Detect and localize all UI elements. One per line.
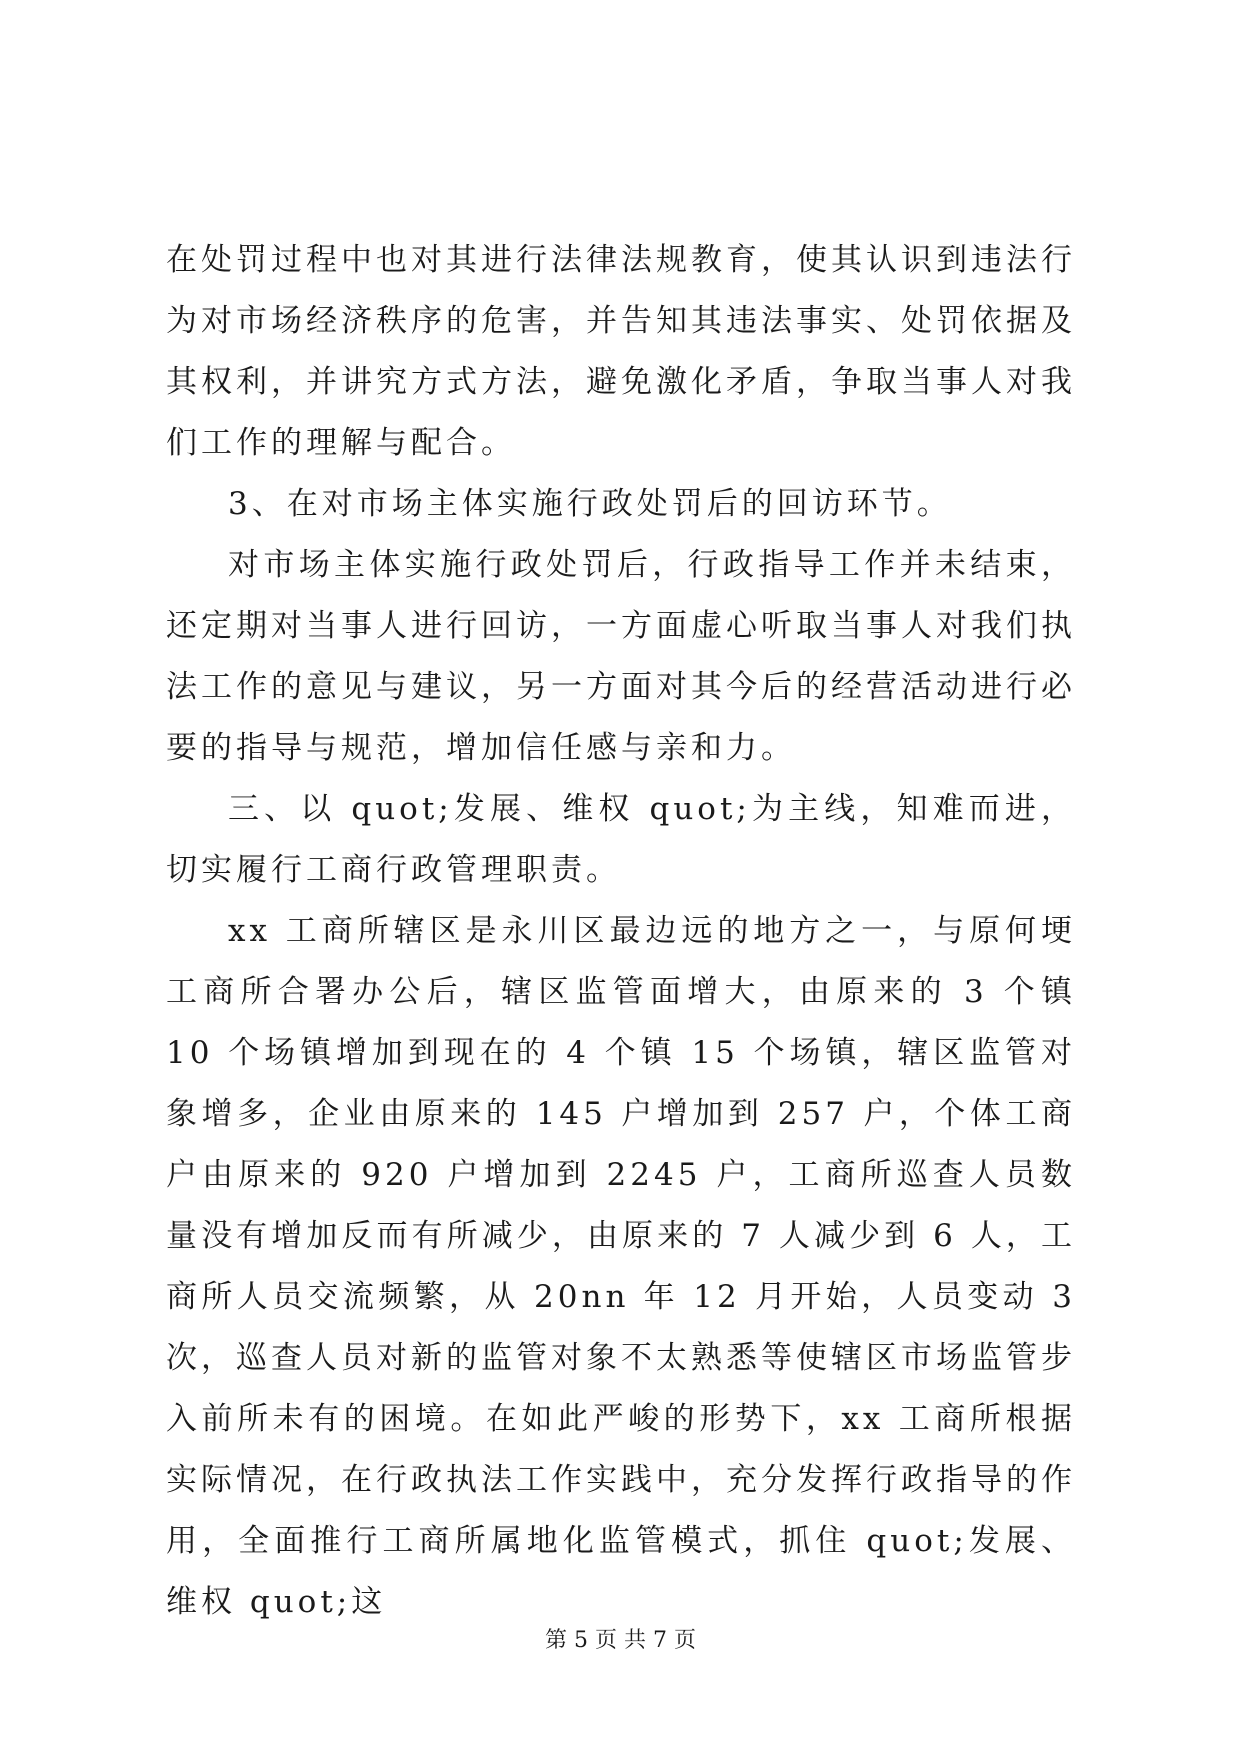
document-body: [166, 230, 1076, 1633]
paragraph-1: 在处罚过程中也对其进行法律法规教育，使其认识到违法行为对市场经济秩序的危害，并告知其违法事实、处罚依据及其权利，并讲究方式方法，避免激化矛盾，争取当事人对我们工作的理解与配合。: [166, 242, 1076, 461]
paragraph-4: 三、以 quot;发展、维权 quot;为主线，知难而进，切实履行工商行政管理职责。: [166, 791, 1076, 888]
page-number-footer: 第 5 页 共 7 页: [545, 1628, 696, 1653]
paragraph-5: xx 工商所辖区是永川区最边远的地方之一，与原何埂工商所合署办公后，辖区监管面增大，由原来的 3 个镇 10 个场镇增加到现在的 4 个镇 15 个场镇，辖区监管对象增多，企业由原来的 145 户增加到 257 户，个体工商户由原来的 920 户增加到 2245 户，工商所巡查人员数量没有增加反而有所减少，由原来的 7 人减少到 6 人，工商所人员交流频繁，从 20nn 年 12 月开始，人员变动 3 次，巡查人员对新的监管对象不太熟悉等使辖区市场监管步入前所未有的困境。在如此严峻的形势下，xx 工商所根据实际情况，在行政执法工作实践中，充分发挥行政指导的作用，全面推行工商所属地化监管模式，抓住 quot;发展、维权 quot;这: [166, 913, 1076, 1620]
paragraph-2: 3、在对市场主体实施行政处罚后的回访环节。: [228, 486, 952, 522]
paragraph-3: 对市场主体实施行政处罚后，行政指导工作并未结束，还定期对当事人进行回访，一方面虚心听取当事人对我们执法工作的意见与建议，另一方面对其今后的经营活动进行必要的指导与规范，增加信任感与亲和力。: [166, 547, 1076, 766]
